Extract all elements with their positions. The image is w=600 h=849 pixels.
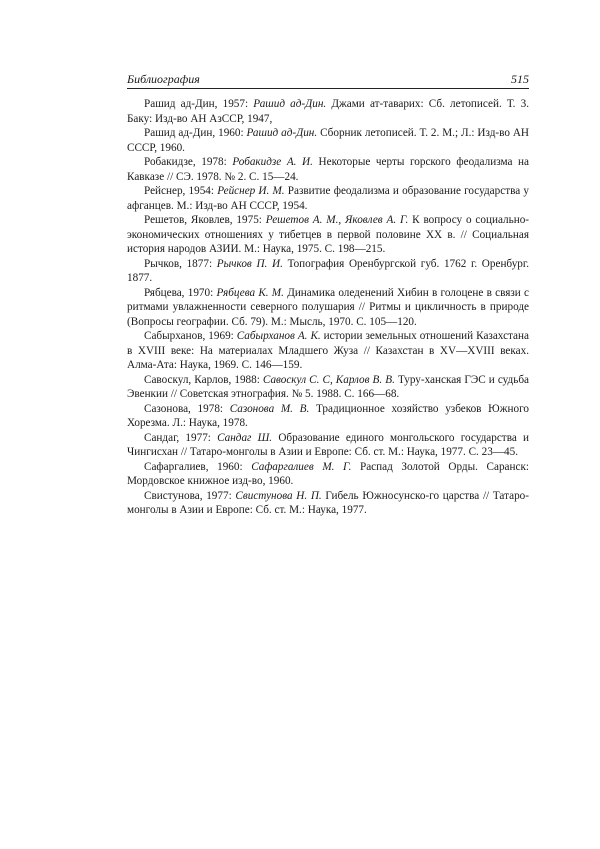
entry-rest: Топография Оренбургской губ. 1762 г. Оренбург. 1877. [127,257,530,284]
entry-authors: Сазонова М. В. [229,402,310,415]
entry-authors: Рашид ад-Дин. [253,98,327,110]
entry-rest: Сборник летописей. Т. 2. М.; Л.: Изд-во АН СССР, 1960. [127,127,529,154]
entry-rest: Образование единого монгольского государства и Чингисхан // Татаро-монголы в Азии и Европе: Сб. ст. М.: Наука, 1977. С. 23—45. [127,431,530,458]
entry-lead: Сандаг, 1977: [144,431,218,444]
entry-lead: Рашид ад-Дин, 1960: [144,127,247,139]
entry-lead: Рейснер, 1954: [144,185,218,197]
entry-lead: Рычков, 1877: [144,257,217,270]
bibliography-entry [127,126,529,155]
bibliography-entry [127,489,529,518]
entry-lead: Савоскул, Карлов, 1988: [144,373,263,386]
entry-lead: Сафаргалиев, 1960: [144,460,252,473]
entry-rest: Развитие феодализма и образование государства у афганцев. М.: Изд-во АН СССР, 1954. [127,185,529,212]
entry-authors: Свистунова Н. П. [235,489,322,502]
entry-authors: Рашид ад-Дин. [246,127,318,139]
entry-authors: Решетов А. М., Яковлев А. Г. [265,214,409,226]
bibliography-entry [127,402,529,431]
header-rule [127,88,529,89]
entry-rest: К вопросу о социально-экономических отношениях у тибетцев в первой половине XX в. // Социальная история народов АЗИИ. М.: Наука, 1975. С. 198—215. [127,214,530,255]
bibliography-entry [127,286,529,330]
entry-lead: Рашид ад-Дин, 1957: [144,98,254,110]
entry-authors: Сабырханов А. К. [236,330,321,342]
entry-lead: Решетов, Яковлев, 1975: [144,214,266,226]
entry-lead: Сабырханов, 1969: [144,330,237,342]
entry-rest: истории земельных отношений Казахстана в XVIII веке: На материалах Младшего Жуза // Казахстан в XV—XVIII веках. Алма-Ата: Наука, 1969. С. 146—159. [127,330,529,371]
bibliography-entry [127,155,529,184]
bibliography-entry [127,257,529,286]
entry-rest: Некоторые черты горского феодализма на Кавказе // СЭ. 1978. № 2. С. 15—24. [127,156,529,183]
entry-rest: Распад Золотой Орды. Саранск: Мордовское книжное изд-во, 1960. [127,460,530,487]
running-title: Библиография [127,72,200,86]
bibliography-entry [127,184,529,213]
bibliography-entry [127,460,529,489]
bibliography-entry [127,329,529,373]
entry-authors: Сафаргалиев М. Г. [251,460,352,473]
entry-authors: Сандаг Ш. [217,431,273,444]
entry-rest: Джами ат-таварих: Сб. летописей. Т. 3. Баку: Изд-во АН АзССР, 1947, [127,98,529,125]
bibliography-entry [127,213,529,257]
entry-lead: Робакидзе, 1978: [144,156,233,168]
entry-lead: Свистунова, 1977: [144,489,236,502]
entry-authors: Рейснер И. М. [217,185,285,197]
entry-rest: Традиционное хозяйство узбеков Южного Хорезма. Л.: Наука, 1978. [127,402,529,429]
entry-authors: Робакидзе А. И. [232,156,313,168]
entry-lead: Рябцева, 1970: [144,286,217,299]
bibliography-entry [127,431,529,460]
entry-authors: Савоскул С. С, Карлов В. В. [262,373,395,386]
entry-authors: Рычков П. И. [216,257,283,270]
bibliography-list [127,97,529,518]
entry-rest: Динамика оледенений Хибин в голоцене в связи с ритмами увлажненности северного полушария // Ритмы и цикличность в природе (Вопросы географии. Сб. 79). М.: Мысль, 1970. С. 105—120. [127,286,530,328]
bibliography-entry [127,373,529,402]
page-header [127,72,529,86]
page-number: 515 [511,72,529,86]
entry-authors: Рябцева К. М. [216,286,284,299]
entry-rest: Гибель Южносунско-го царства // Татаро-монголы в Азии и Европе: Сб. ст. М.: Наука, 1977. [127,489,529,516]
entry-lead: Сазонова, 1978: [144,402,230,415]
entry-rest: Туру-ханская ГЭС и судьба Эвенкии // Советская этнография. № 5. 1988. С. 166—68. [127,373,529,400]
bibliography-entry [127,97,529,126]
